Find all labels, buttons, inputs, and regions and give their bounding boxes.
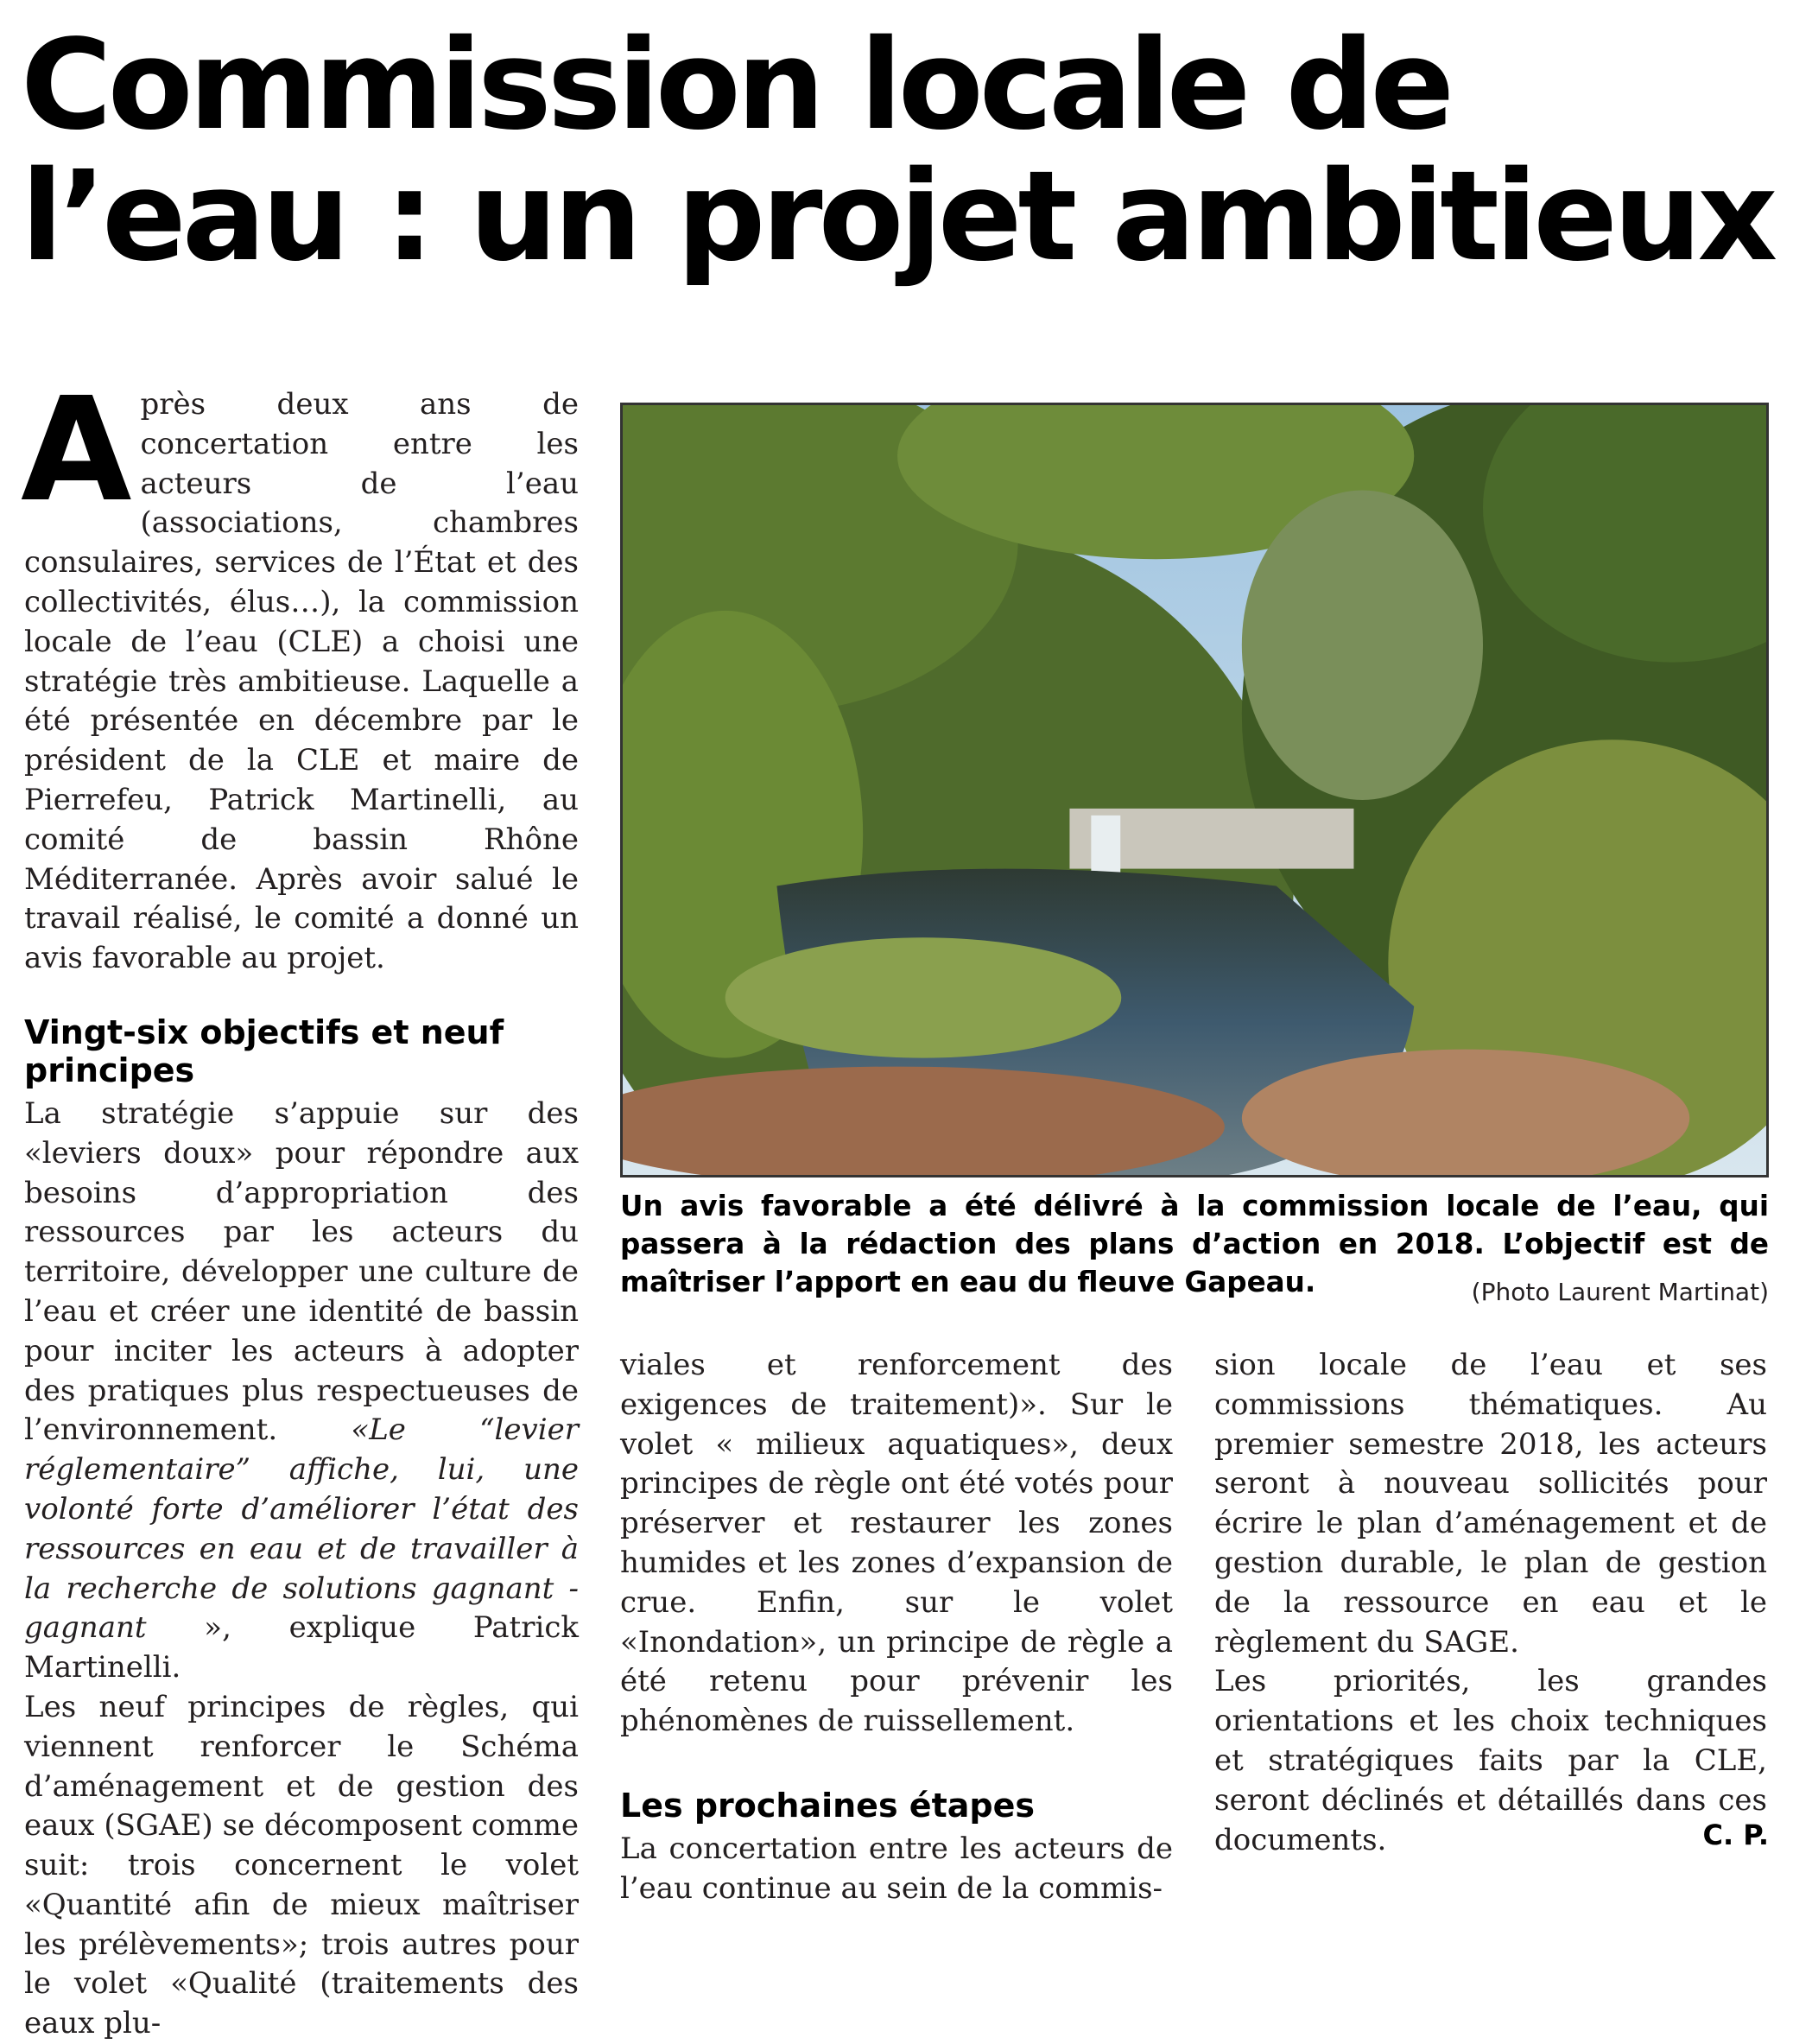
subheading-objectives: Vingt-six objectifs et neuf principes <box>24 1012 504 1089</box>
column-3 <box>1214 1346 1767 1860</box>
intro-text: près deux ans de concertation entre les acteurs de l’eau (associations, chambres consulaires, services de l’État et des collectivités, élus…), la commission locale de l’eau (CLE) a choisi une stratégie très ambitieuse. Laquelle a été présentée en décembre par le président de la CLE et maire de Pierrefeu, Patrick Martinelli, au comité de bassin Rhône Méditerranée. Après avoir salué le travail réalisé, le comité a donné un avis favorable au projet. <box>24 387 579 976</box>
rules-paragraph: viales et renforcement des exigences de traitement)». Sur le volet « milieux aquatiques», deux principes de règle ont été votés pour préserver et restaurer les zones humides et les zones d’expansion de crue. Enfin, sur le volet «Inondation», un principe de règle a été retenu pour prévenir les phénomènes de ruissellement. <box>620 1348 1173 1739</box>
photo-credit: (Photo Laurent Martinat) <box>1471 1278 1769 1306</box>
headline: Commission locale de l’eau : un projet ambitieux <box>21 12 1774 289</box>
schedule-paragraph: sion locale de l’eau et ses commissions thématiques. Au premier semestre 2018, les acteurs seront à nouveau sollicités pour écrire le plan d’aménagement et de gestion durable, le plan de gestion de la ressource en eau et le règlement du SAGE. <box>1214 1348 1767 1660</box>
strategy-attribution: », explique Patrick Martinelli. <box>24 1610 579 1685</box>
strategy-text: La stratégie s’appuie sur des «leviers doux» pour répondre aux besoins d’appropriation des ressources par les acteurs du territoire, développer une culture de l’eau et créer une identité de bassin pour inciter les acteurs à adopter des pratiques plus respectueuses de l’environnement. <box>24 1095 579 1448</box>
photo-caption: Un avis favorable a été délivré à la commission locale de l’eau, qui passera à la rédaction des plans d’action en 2018. L’objectif est de maîtriser l’apport en eau du fleuve Gapeau. <box>620 1190 1769 1298</box>
priorities-paragraph: Les priorités, les grandes orientations et les choix techniques et stratégiques faits par la CLE, seront déclinés et détaillés dans ces documents. <box>1214 1664 1767 1857</box>
column-2 <box>620 1346 1173 1909</box>
article-photo <box>620 403 1769 1178</box>
river-waterfall-photo <box>622 404 1767 1176</box>
intro-paragraph <box>21 367 579 979</box>
author-signature: C. P. <box>1702 1819 1769 1851</box>
dropcap: A <box>21 367 132 534</box>
subheading-next-steps: Les prochaines étapes <box>620 1786 1035 1825</box>
strategy-paragraph <box>24 1095 579 1688</box>
column-1 <box>21 367 579 2044</box>
principles-paragraph: Les neuf principes de règles, qui viennent renforcer le Schéma d’aménagement et de gestion des eaux (SGAE) se décomposent comme suit: trois concernent le volet «Quantité afin de mieux maîtriser les prélèvements»; trois autres pour le volet «Qualité (traitements des eaux plu- <box>24 1689 579 2041</box>
next-steps-paragraph: La concertation entre les acteurs de l’eau continue au sein de la commis- <box>620 1831 1173 1906</box>
martinelli-quote: «Le “levier réglementaire” affiche, lui, une volonté forte d’améliorer l’état des ressources en eau et de travailler à la recherche de solutions gagnant - gagnant <box>24 1412 579 1646</box>
